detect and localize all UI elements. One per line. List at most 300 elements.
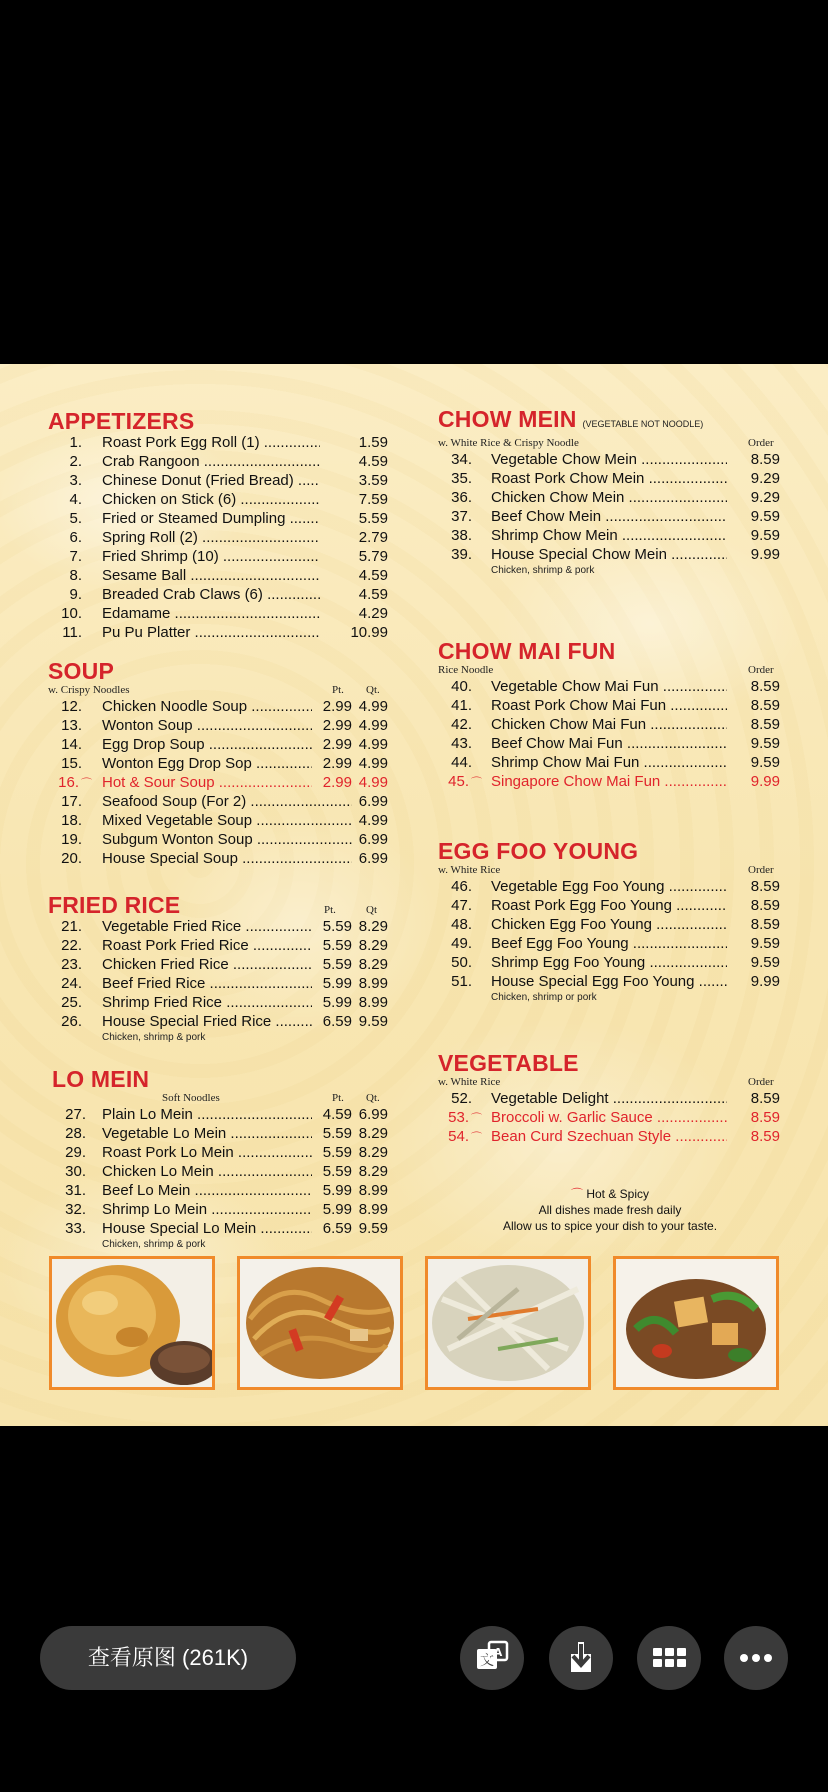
menu-image	[0, 364, 828, 1426]
menu-item-name: Vegetable Chow Mein .....	[491, 451, 727, 468]
menu-item	[48, 956, 388, 975]
menu-item-name: Beef Fried Rice .....	[102, 975, 312, 992]
menu-item-number: 7.	[69, 548, 82, 565]
menu-item-number: 16. ⌒	[58, 774, 92, 791]
menu-item-number: 11.	[62, 624, 82, 641]
section-chow-mai-fun	[438, 638, 780, 792]
section-subheader	[48, 904, 388, 918]
section-subheader	[438, 664, 780, 678]
menu-item	[48, 717, 388, 736]
price-quart: 8.29	[358, 956, 388, 973]
menu-item-number: 35.	[451, 470, 472, 487]
menu-item	[438, 527, 780, 546]
menu-item-name: Bean Curd Szechuan Style .....	[491, 1128, 727, 1145]
section-vegetable	[438, 1050, 780, 1147]
menu-item-name: House Special Soup .....	[102, 850, 352, 867]
menu-item	[48, 567, 388, 586]
menu-item-number: 8.	[69, 567, 82, 584]
section-subtitle: w. White Rice	[438, 864, 501, 876]
section-chow-mein	[438, 406, 780, 579]
section-lo-mein	[52, 1066, 388, 1253]
menu-item	[52, 1125, 388, 1144]
menu-item	[438, 916, 780, 935]
menu-item	[438, 954, 780, 973]
price: 9.59	[750, 735, 780, 752]
menu-footnote	[470, 1186, 750, 1234]
translate-icon	[460, 1626, 524, 1690]
section-note: Chicken, shrimp & pork	[491, 565, 595, 576]
menu-item	[438, 773, 780, 792]
menu-item	[438, 1109, 780, 1128]
price-pint: 4.59	[322, 1106, 352, 1123]
menu-item-name: Beef Chow Mein .....	[491, 508, 727, 525]
menu-item-name: Roast Pork Chow Mein .....	[491, 470, 727, 487]
price-quart: 6.99	[358, 793, 388, 810]
menu-item-name: Vegetable Lo Mein .....	[102, 1125, 312, 1142]
menu-item-name: Chicken Noodle Soup .....	[102, 698, 312, 715]
menu-item-number: 15.	[61, 755, 82, 772]
menu-item	[438, 508, 780, 527]
menu-item-name: House Special Egg Foo Young .....	[491, 973, 727, 990]
price: 5.59	[358, 510, 388, 527]
menu-item	[48, 736, 388, 755]
price-quart: 8.99	[358, 975, 388, 992]
price-quart: 8.29	[358, 918, 388, 935]
grid-icon	[637, 1626, 701, 1690]
menu-item	[438, 735, 780, 754]
menu-item	[48, 774, 388, 793]
menu-item-number: 32.	[65, 1201, 86, 1218]
more-button[interactable]	[724, 1626, 788, 1690]
price: 9.59	[750, 527, 780, 544]
menu-item-number: 43.	[451, 735, 472, 752]
price-quart: 9.59	[358, 1220, 388, 1237]
menu-item-name: Chicken Chow Mein .....	[491, 489, 727, 506]
menu-item-name: Roast Pork Chow Mai Fun .....	[491, 697, 727, 714]
menu-item-name: Seafood Soup (For 2) .....	[102, 793, 352, 810]
column-header-qt: Qt.	[366, 1092, 380, 1104]
price-quart: 8.99	[358, 1182, 388, 1199]
menu-item-number: 39.	[451, 546, 472, 563]
price-pint: 2.99	[322, 774, 352, 791]
footnote-spice: Allow us to spice your dish to your taste.	[502, 1219, 718, 1233]
menu-item	[48, 793, 388, 812]
menu-item-number: 24.	[61, 975, 82, 992]
menu-item	[48, 812, 388, 831]
menu-item-name: Roast Pork Lo Mein .....	[102, 1144, 312, 1161]
menu-item	[52, 1163, 388, 1182]
menu-item-number: 18.	[61, 812, 82, 829]
menu-item	[438, 451, 780, 470]
menu-item	[48, 453, 388, 472]
menu-item-number: 49.	[451, 935, 472, 952]
menu-item-number: 51.	[451, 973, 472, 990]
menu-item	[438, 878, 780, 897]
menu-item-name: Egg Drop Soup .....	[102, 736, 312, 753]
menu-item-name: Wonton Soup .....	[102, 717, 312, 734]
price-pint: 5.99	[322, 1182, 352, 1199]
menu-item-number: 45. ⌒	[448, 773, 482, 790]
price-quart: 6.99	[358, 850, 388, 867]
menu-item-number: 47.	[451, 897, 472, 914]
menu-item-number: 37.	[451, 508, 472, 525]
menu-item	[438, 1128, 780, 1147]
menu-item	[48, 491, 388, 510]
price: 9.29	[750, 470, 780, 487]
menu-item-name: Chicken Fried Rice .....	[102, 956, 312, 973]
menu-item-name: Wonton Egg Drop Sop .....	[102, 755, 312, 772]
menu-item-number: 27.	[65, 1106, 86, 1123]
menu-item-number: 44.	[451, 754, 472, 771]
translate-button[interactable]	[460, 1626, 524, 1690]
section-subheader	[52, 1092, 388, 1106]
menu-item-number: 5.	[69, 510, 82, 527]
menu-item-name: Mixed Vegetable Soup .....	[102, 812, 352, 829]
section-fried-rice	[48, 892, 388, 1046]
price: 8.59	[750, 451, 780, 468]
price-quart: 8.29	[358, 937, 388, 954]
section-subheader	[438, 1076, 780, 1090]
price-quart: 4.99	[358, 736, 388, 753]
section-title: LO MEIN	[52, 1066, 150, 1092]
price: 5.79	[358, 548, 388, 565]
menu-item	[48, 918, 388, 937]
more-icon	[724, 1626, 788, 1690]
menu-item-name: Hot & Sour Soup .....	[102, 774, 312, 791]
menu-item	[438, 470, 780, 489]
section-title: CHOW MAI FUN	[438, 638, 616, 664]
menu-item-name: Chicken Chow Mai Fun .....	[491, 716, 727, 733]
price-quart: 4.99	[358, 717, 388, 734]
menu-item-name: Shrimp Egg Foo Young .....	[491, 954, 727, 971]
menu-item-name: Sesame Ball .....	[102, 567, 320, 584]
price-pint: 2.99	[322, 698, 352, 715]
price: 4.59	[358, 586, 388, 603]
menu-item-number: 52.	[451, 1090, 472, 1107]
price: 8.59	[750, 897, 780, 914]
menu-item-name: Roast Pork Egg Foo Young .....	[491, 897, 727, 914]
menu-item-number: 46.	[451, 878, 472, 895]
menu-item-number: 10.	[61, 605, 82, 622]
price: 10.99	[350, 624, 388, 641]
menu-item-name: Edamame .....	[102, 605, 320, 622]
menu-item	[48, 605, 388, 624]
menu-item	[438, 973, 780, 992]
menu-item-name: Vegetable Fried Rice .....	[102, 918, 312, 935]
menu-item-name: Singapore Chow Mai Fun .....	[491, 773, 727, 790]
price-quart: 6.99	[358, 831, 388, 848]
menu-item-number: 1.	[69, 434, 82, 451]
menu-item	[48, 975, 388, 994]
price: 8.59	[750, 878, 780, 895]
menu-item-number: 21.	[61, 918, 82, 935]
menu-item-number: 54. ⌒	[448, 1128, 482, 1145]
menu-item-name: Roast Pork Egg Roll (1) .....	[102, 434, 320, 451]
menu-item-name: Crab Rangoon .....	[102, 453, 320, 470]
price-quart: 8.29	[358, 1125, 388, 1142]
section-title: VEGETABLE	[438, 1050, 579, 1076]
menu-item-name: Vegetable Delight .....	[491, 1090, 727, 1107]
price: 3.59	[358, 472, 388, 489]
column-header-qt: Qt.	[366, 684, 380, 696]
price: 8.59	[750, 1109, 780, 1126]
menu-item-name: Vegetable Chow Mai Fun .....	[491, 678, 727, 695]
menu-item-number: 40.	[451, 678, 472, 695]
menu-item-number: 26.	[61, 1013, 82, 1030]
menu-item-name: Fried or Steamed Dumpling .....	[102, 510, 320, 527]
price-pint: 6.59	[322, 1013, 352, 1030]
section-title: FRIED RICE	[48, 892, 181, 918]
menu-item-name: Broccoli w. Garlic Sauce .....	[491, 1109, 727, 1126]
menu-item-name: Beef Lo Mein .....	[102, 1182, 312, 1199]
menu-item-name: Fried Shrimp (10) .....	[102, 548, 320, 565]
spicy-mark-icon: ⌒	[471, 1132, 482, 1144]
footnote-hot-spicy: Hot & Spicy	[586, 1187, 650, 1201]
menu-item-number: 6.	[69, 529, 82, 546]
price-pint: 2.99	[322, 736, 352, 753]
menu-item-number: 50.	[451, 954, 472, 971]
menu-item	[48, 510, 388, 529]
svg-text:A: A	[493, 1646, 503, 1659]
menu-item	[52, 1220, 388, 1239]
menu-item-number: 22.	[61, 937, 82, 954]
menu-item	[438, 897, 780, 916]
menu-item-name: Shrimp Fried Rice .....	[102, 994, 312, 1011]
menu-item	[438, 546, 780, 565]
menu-item-number: 41.	[451, 697, 472, 714]
menu-item	[52, 1144, 388, 1163]
price-quart: 4.99	[358, 698, 388, 715]
menu-item	[48, 434, 388, 453]
section-title: CHOW MEIN (VEGETABLE NOT NOODLE)	[438, 406, 704, 432]
price-pint: 2.99	[322, 755, 352, 772]
price-quart: 4.99	[358, 774, 388, 791]
price: 9.29	[750, 489, 780, 506]
column-header-pt: Pt.	[332, 684, 344, 696]
menu-item-name: Shrimp Chow Mai Fun .....	[491, 754, 727, 771]
section-subheader	[438, 437, 780, 451]
menu-item	[48, 472, 388, 491]
column-header-order: Order	[748, 1076, 774, 1088]
price: 8.59	[750, 1128, 780, 1145]
menu-item-number: 2.	[69, 453, 82, 470]
menu-item	[438, 489, 780, 508]
food-photo-chow-mein	[425, 1256, 591, 1390]
column-header-order: Order	[748, 437, 774, 449]
menu-item-number: 12.	[61, 698, 82, 715]
menu-item-name: Pu Pu Platter .....	[102, 624, 320, 641]
menu-item-number: 53. ⌒	[448, 1109, 482, 1126]
menu-item	[52, 1182, 388, 1201]
food-photo-lo-mein	[237, 1256, 403, 1390]
menu-item	[48, 994, 388, 1013]
menu-item-name: Shrimp Lo Mein .....	[102, 1201, 312, 1218]
price-quart: 4.99	[358, 755, 388, 772]
section-title: EGG FOO YOUNG	[438, 838, 639, 864]
menu-item-name: Roast Pork Fried Rice .....	[102, 937, 312, 954]
grid-button[interactable]	[637, 1626, 701, 1690]
price-pint: 2.99	[322, 717, 352, 734]
menu-item	[438, 754, 780, 773]
menu-item	[48, 698, 388, 717]
menu-item-name: Plain Lo Mein .....	[102, 1106, 312, 1123]
menu-item	[48, 831, 388, 850]
menu-item-number: 33.	[65, 1220, 86, 1237]
price: 8.59	[750, 1090, 780, 1107]
menu-item-number: 31.	[65, 1182, 86, 1199]
menu-item-number: 34.	[451, 451, 472, 468]
price: 7.59	[358, 491, 388, 508]
section-subheader	[438, 864, 780, 878]
menu-item	[48, 586, 388, 605]
price-quart: 8.99	[358, 994, 388, 1011]
section-subtitle: w. White Rice	[438, 1076, 501, 1088]
food-photo-vegetable	[613, 1256, 779, 1390]
spicy-mark-icon: ⌒	[471, 777, 482, 789]
price-pint: 5.59	[322, 956, 352, 973]
menu-item-name: Breaded Crab Claws (6) .....	[102, 586, 320, 603]
price: 9.59	[750, 954, 780, 971]
price-quart: 4.99	[358, 812, 388, 829]
price: 8.59	[750, 697, 780, 714]
price-pint: 5.99	[322, 975, 352, 992]
price-pint: 5.59	[322, 937, 352, 954]
menu-item	[438, 678, 780, 697]
menu-item-name: House Special Lo Mein .....	[102, 1220, 312, 1237]
menu-item-name: Shrimp Chow Mein .....	[491, 527, 727, 544]
section-subtitle: w. White Rice & Crispy Noodle	[438, 437, 579, 449]
menu-item-name: Chicken Egg Foo Young .....	[491, 916, 727, 933]
menu-item	[52, 1201, 388, 1220]
price: 8.59	[750, 916, 780, 933]
download-icon	[549, 1626, 613, 1690]
menu-item-name: Chinese Donut (Fried Bread) .....	[102, 472, 320, 489]
menu-item	[438, 1090, 780, 1109]
price: 8.59	[750, 716, 780, 733]
menu-item	[48, 755, 388, 774]
section-subheader	[48, 684, 388, 698]
section-title: SOUP	[48, 658, 114, 684]
section-note: Chicken, shrimp or pork	[491, 992, 597, 1003]
price-pint: 5.99	[322, 994, 352, 1011]
menu-item-number: 25.	[61, 994, 82, 1011]
price: 9.99	[750, 546, 780, 563]
menu-item-name: Chicken on Stick (6) .....	[102, 491, 320, 508]
menu-item-name: Beef Chow Mai Fun .....	[491, 735, 727, 752]
price: 9.99	[750, 773, 780, 790]
menu-item-number: 36.	[451, 489, 472, 506]
column-header-pt: Pt.	[332, 1092, 344, 1104]
menu-item-number: 9.	[69, 586, 82, 603]
price-pint: 5.99	[322, 1201, 352, 1218]
menu-item	[48, 937, 388, 956]
menu-item-number: 28.	[65, 1125, 86, 1142]
download-button[interactable]	[549, 1626, 613, 1690]
menu-item	[438, 716, 780, 735]
column-header-pt: Pt.	[324, 904, 336, 916]
price: 9.59	[750, 754, 780, 771]
menu-item	[48, 1013, 388, 1032]
section-note: Chicken, shrimp & pork	[102, 1032, 206, 1043]
menu-item	[438, 697, 780, 716]
menu-item-number: 42.	[451, 716, 472, 733]
section-appetizers	[48, 408, 388, 643]
price-pint: 5.59	[322, 1163, 352, 1180]
menu-item	[52, 1106, 388, 1125]
food-photo-egg-foo-young	[49, 1256, 215, 1390]
section-subtitle: w. Crispy Noodles	[48, 684, 130, 696]
column-header-order: Order	[748, 664, 774, 676]
menu-item-number: 13.	[61, 717, 82, 734]
menu-item-number: 3.	[69, 472, 82, 489]
menu-item-number: 19.	[61, 831, 82, 848]
menu-item-number: 30.	[65, 1163, 86, 1180]
menu-item	[48, 624, 388, 643]
price: 1.59	[358, 434, 388, 451]
price: 9.59	[750, 508, 780, 525]
menu-item-number: 23.	[61, 956, 82, 973]
section-subtitle: Rice Noodle	[438, 664, 494, 676]
footnote-fresh: All dishes made fresh daily	[538, 1203, 682, 1217]
menu-item-number: 14.	[61, 736, 82, 753]
view-original-button[interactable]: 查看原图 (261K)	[40, 1626, 296, 1690]
menu-item-name: Chicken Lo Mein .....	[102, 1163, 312, 1180]
section-subtitle: Soft Noodles	[162, 1092, 220, 1104]
menu-item-number: 38.	[451, 527, 472, 544]
menu-item	[48, 548, 388, 567]
menu-item-number: 48.	[451, 916, 472, 933]
price-quart: 8.29	[358, 1144, 388, 1161]
price: 4.59	[358, 567, 388, 584]
price: 8.59	[750, 678, 780, 695]
section-note: Chicken, shrimp & pork	[102, 1239, 206, 1250]
price: 9.99	[750, 973, 780, 990]
menu-item-name: House Special Chow Mein .....	[491, 546, 727, 563]
menu-item-name: Spring Roll (2) .....	[102, 529, 320, 546]
svg-text:文: 文	[480, 1653, 494, 1669]
menu-item	[438, 935, 780, 954]
image-viewer-toolbar	[0, 1626, 828, 1692]
section-soup	[48, 658, 388, 869]
price: 2.79	[358, 529, 388, 546]
menu-item-name: Beef Egg Foo Young .....	[491, 935, 727, 952]
menu-item	[48, 529, 388, 548]
menu-item-name: Subgum Wonton Soup .....	[102, 831, 352, 848]
menu-item-number: 4.	[69, 491, 82, 508]
menu-item-number: 20.	[61, 850, 82, 867]
menu-item-number: 29.	[65, 1144, 86, 1161]
price-pint: 5.59	[322, 1125, 352, 1142]
price: 9.59	[750, 935, 780, 952]
price-pint: 5.59	[322, 1144, 352, 1161]
price-pint: 5.59	[322, 918, 352, 935]
section-title-note: (VEGETABLE NOT NOODLE)	[582, 419, 704, 429]
price-pint: 6.59	[322, 1220, 352, 1237]
column-header-order: Order	[748, 864, 774, 876]
menu-item-name: Vegetable Egg Foo Young .....	[491, 878, 727, 895]
section-title: APPETIZERS	[48, 408, 195, 434]
price-quart: 8.99	[358, 1201, 388, 1218]
price-quart: 6.99	[358, 1106, 388, 1123]
price: 4.59	[358, 453, 388, 470]
menu-item-name: House Special Fried Rice .....	[102, 1013, 312, 1030]
price: 4.29	[358, 605, 388, 622]
price-quart: 9.59	[358, 1013, 388, 1030]
spicy-mark-icon: ⌒	[570, 1187, 583, 1201]
column-header-qt: Qt	[366, 904, 377, 916]
menu-item-number: 17.	[61, 793, 82, 810]
spicy-mark-icon: ⌒	[471, 1113, 482, 1125]
